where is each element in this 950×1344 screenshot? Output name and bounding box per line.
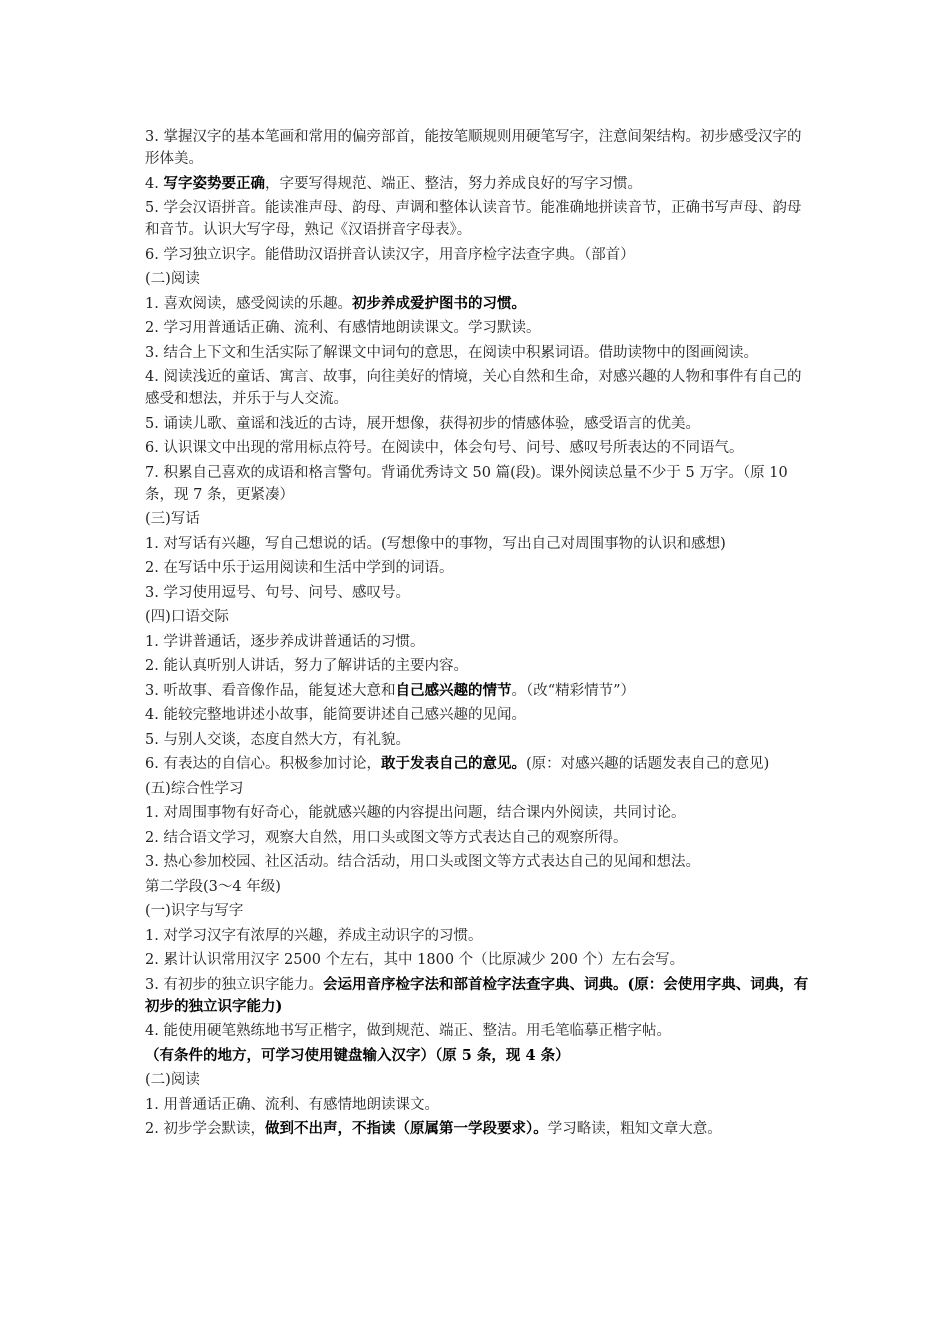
bold-text: （有条件的地方，可学习使用键盘输入汉字）（原 5 条，现 4 条） [145, 1046, 570, 1064]
paragraph [145, 655, 813, 677]
text-segment: 6. 学习独立识字。能借助汉语拼音认读汉字，用音序检字法查字典。（部首） [145, 246, 635, 263]
text-segment: 1. 用普通话正确、流利、有感情地朗读课文。 [145, 1096, 439, 1113]
text-segment: 2. 累计认识常用汉字 2500 个左右，其中 1800 个（比原减少 200 个）左右会写。 [145, 952, 685, 968]
bold-text: 写字姿势要正确 [163, 174, 265, 192]
paragraph [145, 753, 813, 775]
paragraph [145, 778, 813, 800]
paragraph [145, 827, 813, 849]
paragraph [145, 1045, 813, 1067]
paragraph [145, 900, 813, 922]
text-segment: 1. 学讲普通话，逐步养成讲普通话的习惯。 [145, 633, 425, 650]
paragraph [145, 851, 813, 873]
text-segment: (二)阅读 [145, 1072, 200, 1088]
text-segment: 5. 学会汉语拼音。能读准声母、韵母、声调和整体认读音节。能准确地拼读音节，正确书写声母、韵母和音节。认识大写字母，熟记《汉语拼音字母表》。 [145, 200, 802, 238]
paragraph [145, 557, 813, 579]
text-segment: 4. 阅读浅近的童话、寓言、故事，向往美好的情境，关心自然和生命，对感兴趣的人物和事件有自己的感受和想法，并乐于与人交流。 [145, 369, 802, 407]
paragraph [145, 268, 813, 290]
text-segment: (一)识字与写字 [145, 903, 244, 919]
paragraph [145, 704, 813, 726]
text-segment: (原：对感兴趣的话题发表自己的意见) [525, 756, 770, 772]
paragraph [145, 680, 813, 702]
text-segment: 1. 对写话有兴趣，写自己想说的话。(写想像中的事物，写出自己对周围事物的认识和感想) [145, 535, 726, 552]
text-segment: 3. 学习使用逗号、句号、问号、感叹号。 [145, 584, 410, 601]
paragraph [145, 729, 813, 751]
paragraph [145, 949, 813, 971]
paragraph [145, 925, 813, 947]
text-segment: 4. 能较完整地讲述小故事，能简要讲述自己感兴趣的见闻。 [145, 707, 526, 723]
text-segment: 2. 能认真听别人讲话，努力了解讲话的主要内容。 [145, 658, 468, 674]
paragraph [145, 1020, 813, 1042]
text-segment: 1. 对周围事物有好奇心，能就感兴趣的内容提出问题，结合课内外阅读，共同讨论。 [145, 805, 686, 821]
text-segment: 2. 初步学会默读， [145, 1121, 265, 1137]
text-segment: 2. 在写话中乐于运用阅读和生活中学到的词语。 [145, 560, 454, 576]
paragraph [145, 293, 813, 315]
bold-text: 自己感兴趣的情节 [395, 681, 512, 699]
paragraph [145, 462, 813, 506]
text-segment: (五)综合性学习 [145, 780, 244, 797]
paragraph [145, 366, 813, 410]
paragraph [145, 126, 813, 170]
text-segment: 2. 学习用普通话正确、流利、有感情地朗读课文。学习默读。 [145, 320, 541, 336]
text-segment: 学习略读，粗知文章大意。 [547, 1121, 722, 1137]
paragraph [145, 582, 813, 604]
paragraph [145, 876, 813, 898]
text-segment: (二)阅读 [145, 271, 200, 287]
paragraph [145, 173, 813, 195]
document-body [145, 126, 813, 1143]
text-segment: 2. 结合语文学习，观察大自然，用口头或图文等方式表达自己的观察所得。 [145, 829, 628, 846]
text-segment: 4. 能使用硬笔熟练地书写正楷字，做到规范、端正、整洁。用毛笔临摹正楷字帖。 [145, 1023, 671, 1039]
text-segment: 3. 听故事、看音像作品，能复述大意和 [145, 682, 396, 699]
paragraph [145, 631, 813, 653]
text-segment: 第二学段(3～4 年级) [145, 878, 281, 895]
paragraph [145, 244, 813, 266]
paragraph [145, 1069, 813, 1091]
paragraph [145, 508, 813, 530]
paragraph [145, 1094, 813, 1116]
text-segment: 1. 喜欢阅读，感受阅读的乐趣。 [145, 295, 352, 312]
text-segment: 5. 与别人交谈，态度自然大方，有礼貌。 [145, 731, 410, 748]
paragraph [145, 606, 813, 628]
paragraph [145, 413, 813, 435]
paragraph [145, 317, 813, 339]
text-segment: ，字要写得规范、端正、整洁，努力养成良好的写字习惯。 [264, 175, 642, 192]
text-segment: 6. 认识课文中出现的常用标点符号。在阅读中，体会句号、问号、感叹号所表达的不同语气。 [145, 440, 744, 456]
bold-text: 会运用音序检字法和部首检字法查字典、词典。(原：会使用字典、词典，有初步的独立识字能力) [145, 975, 809, 1015]
text-segment: 3. 有初步的独立识字能力。 [145, 976, 323, 993]
text-segment: 。（改“精彩情节”） [511, 682, 636, 699]
paragraph [145, 342, 813, 364]
paragraph [145, 1118, 813, 1140]
text-segment: (四)口语交际 [145, 609, 229, 625]
paragraph [145, 197, 813, 241]
text-segment: 3. 结合上下文和生活实际了解课文中词句的意思，在阅读中积累词语。借助读物中的图画阅读。 [145, 344, 758, 361]
paragraph [145, 802, 813, 824]
text-segment: 4. [145, 175, 164, 192]
bold-text: 敢于发表自己的意见。 [380, 755, 526, 772]
text-segment: 1. 对学习汉字有浓厚的兴趣，养成主动识字的习惯。 [145, 927, 483, 944]
text-segment: 6. 有表达的自信心。积极参加讨论， [145, 756, 381, 772]
text-segment: 5. 诵读儿歌、童谣和浅近的古诗，展开想像，获得初步的情感体验，感受语言的优美。 [145, 415, 700, 432]
text-segment: 7. 积累自己喜欢的成语和格言警句。背诵优秀诗文 50 篇(段)。课外阅读总量不少于 5 万字。（原 10 条，现 7 条，更紧凑） [145, 464, 788, 503]
text-segment: 3. 热心参加校园、社区活动。结合活动，用口头或图文等方式表达自己的见闻和想法。 [145, 854, 700, 870]
paragraph [145, 533, 813, 555]
text-segment: (三)写话 [145, 511, 200, 527]
bold-text: 做到不出声，不指读（原属第一学段要求）。 [264, 1120, 548, 1137]
paragraph [145, 437, 813, 459]
bold-text: 初步养成爱护图书的习惯。 [351, 294, 526, 312]
text-segment: 3. 掌握汉字的基本笔画和常用的偏旁部首，能按笔顺规则用硬笔写字，注意间架结构。初步感受汉字的形体美。 [145, 129, 802, 167]
paragraph [145, 974, 813, 1018]
